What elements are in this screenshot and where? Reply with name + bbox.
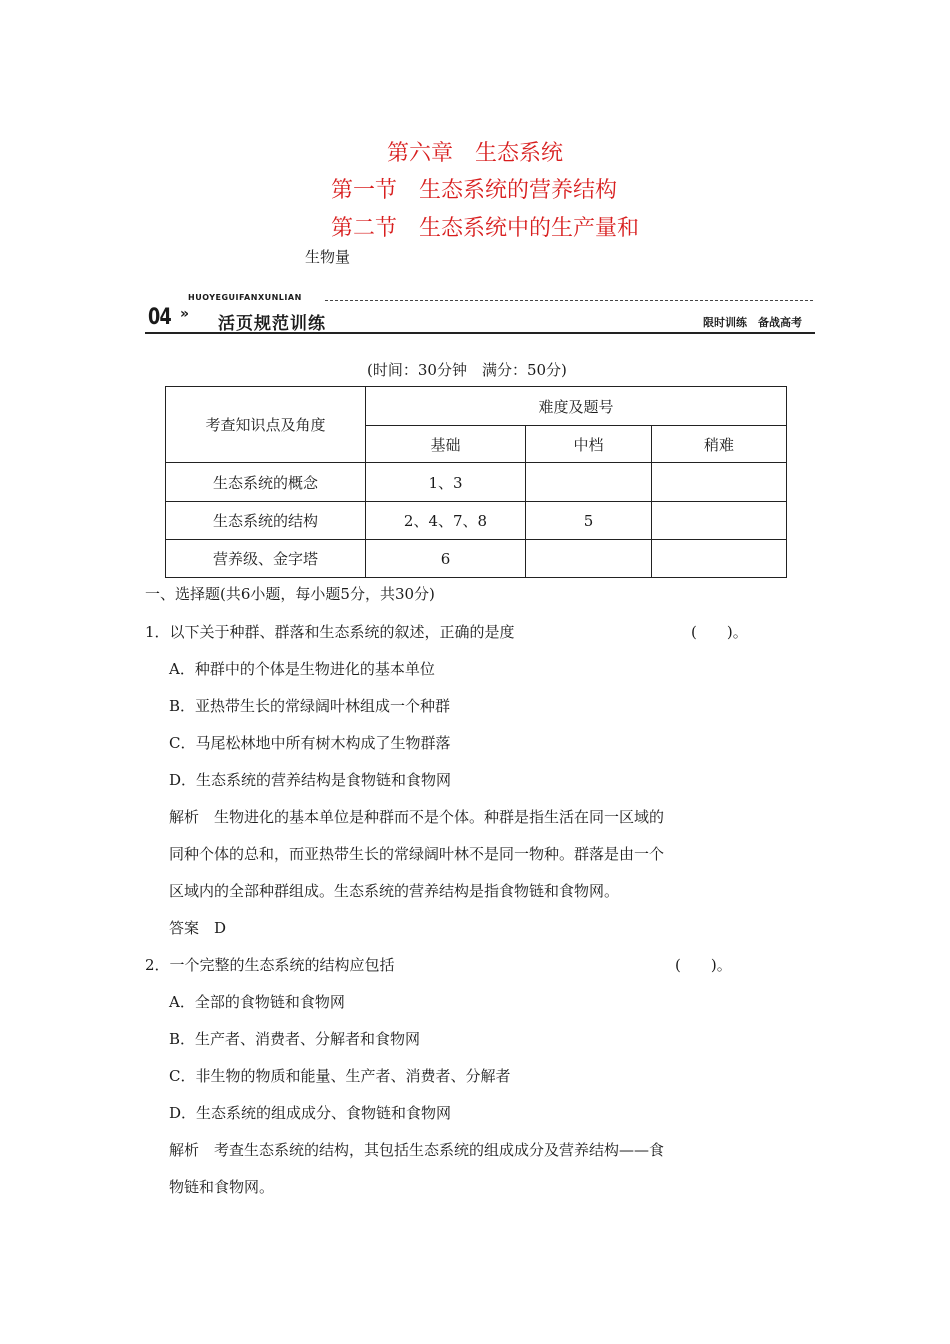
answer-bracket: ( )。 [691, 623, 748, 641]
table-cell-basic: 1、3 [366, 463, 526, 502]
chevron-right-icon: » [180, 306, 190, 322]
table-cell-medium: 5 [526, 502, 652, 540]
table-cell-topic: 生态系统的概念 [166, 463, 366, 502]
table-cell-medium [526, 463, 652, 502]
table-cell-hard [652, 502, 787, 540]
section-heading: 一、选择题(共6小题，每小题5分，共30分) [145, 585, 435, 603]
table-cell-basic: 6 [366, 540, 526, 578]
answer-bracket: ( )。 [675, 956, 732, 974]
table-cell-hard [652, 463, 787, 502]
chapter-title: 第六章 生态系统 [387, 141, 564, 166]
analysis-line: 解析 生物进化的基本单位是种群而不是个体。种群是指生活在同一区域的 [169, 808, 665, 826]
option-c: C．马尾松林地中所有树木构成了生物群落 [169, 734, 451, 752]
banner-pinyin: HUOYEGUIFANXUNLIAN [188, 293, 302, 302]
time-score-info: (时间：30分钟 满分：50分) [367, 361, 567, 379]
banner-title: 活页规范训练 [218, 314, 326, 334]
table-cell-topic: 生态系统的结构 [166, 502, 366, 540]
option-c: C．非生物的物质和能量、生产者、消费者、分解者 [169, 1067, 511, 1085]
analysis-line: 物链和食物网。 [169, 1178, 275, 1196]
question-stem: 2．一个完整的生态系统的结构应包括 [145, 956, 395, 974]
banner-dashed-line [325, 300, 813, 301]
table-cell-hard [652, 540, 787, 578]
table-cell-medium [526, 540, 652, 578]
table-header-difficulty: 难度及题号 [366, 387, 787, 426]
option-d: D．生态系统的组成成分、食物链和食物网 [169, 1104, 452, 1122]
table-cell-topic: 营养级、金字塔 [166, 540, 366, 578]
table-header-topic: 考查知识点及角度 [166, 387, 366, 463]
option-a: A．种群中的个体是生物进化的基本单位 [169, 660, 435, 678]
option-b: B．亚热带生长的常绿阔叶林组成一个种群 [169, 697, 451, 715]
answer-line: 答案 D [169, 919, 227, 937]
option-b: B．生产者、消费者、分解者和食物网 [169, 1030, 421, 1048]
table-cell-basic: 2、4、7、8 [366, 502, 526, 540]
table-header-basic: 基础 [366, 426, 526, 463]
option-d: D．生态系统的营养结构是食物链和食物网 [169, 771, 452, 789]
banner-number: 04 [148, 305, 171, 330]
analysis-line: 区域内的全部种群组成。生态系统的营养结构是指食物链和食物网。 [169, 882, 620, 900]
analysis-line: 同种个体的总和，而亚热带生长的常绿阔叶林不是同一物种。群落是由一个 [169, 845, 665, 863]
option-a: A．全部的食物链和食物网 [169, 993, 345, 1011]
table-header-medium: 中档 [526, 426, 652, 463]
section-1-title: 第一节 生态系统的营养结构 [331, 178, 618, 203]
table-row [166, 463, 787, 502]
section-2-title-continued: 生物量 [305, 248, 351, 266]
table-row [166, 502, 787, 540]
question-stem: 1．以下关于种群、群落和生态系统的叙述，正确的是度 [145, 623, 515, 641]
banner-rule [145, 332, 815, 334]
table-row [166, 540, 787, 578]
analysis-line: 解析 考查生态系统的结构，其包括生态系统的组成成分及营养结构——食 [169, 1141, 665, 1159]
section-2-title: 第二节 生态系统中的生产量和 [331, 216, 640, 241]
table-header-hard: 稍难 [652, 426, 787, 463]
knowledge-table [165, 386, 787, 578]
banner-tag: 限时训练 备战高考 [703, 316, 802, 329]
